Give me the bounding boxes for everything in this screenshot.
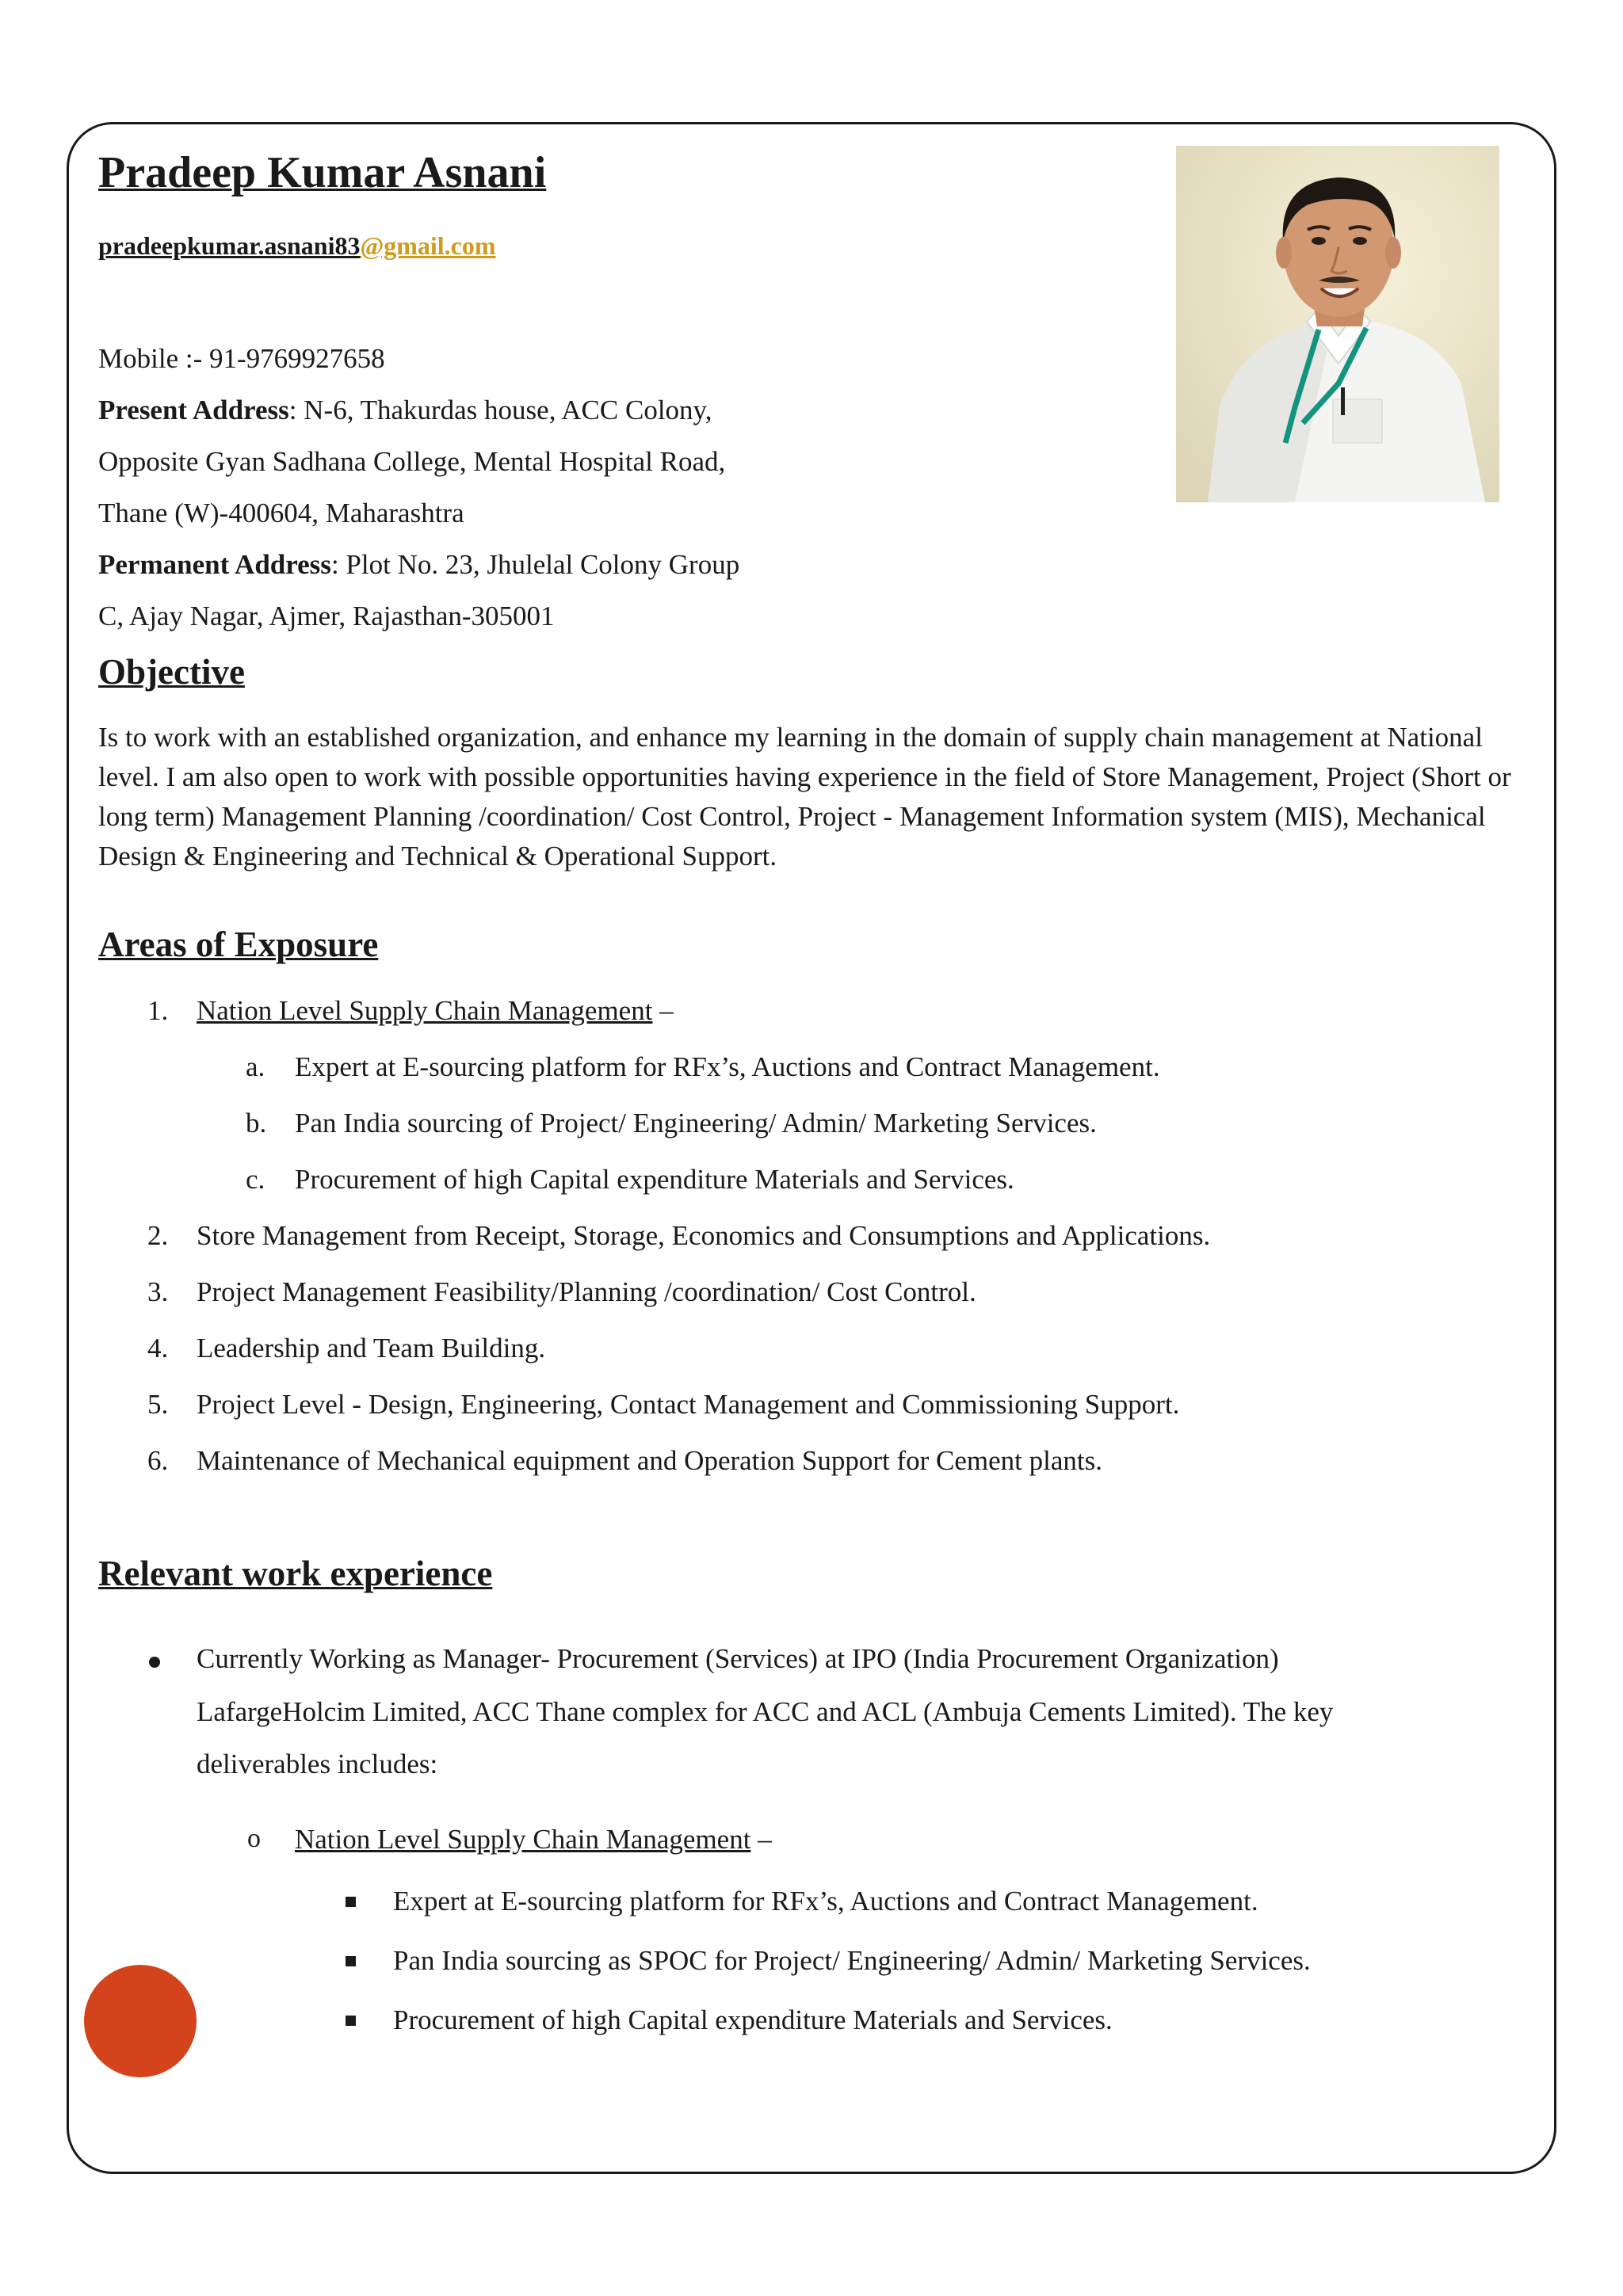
exposure-heading: Areas of Exposure [98, 925, 379, 964]
present-address-line2: Opposite Gyan Sadhana College, Mental Hospital Road, [98, 446, 726, 477]
decorative-orange-circle [84, 1965, 197, 2077]
experience-sub-heading: Nation Level Supply Chain Management – [295, 1824, 772, 1855]
experience-bullet-1: Expert at E-sourcing platform for RFx’s, Auctions and Contract Management. [393, 1886, 1258, 1917]
exposure-item-2: Store Management from Receipt, Storage, Economics and Consumptions and Applications. [197, 1220, 1211, 1251]
square-bullet-icon [346, 1956, 356, 1966]
exposure-item-4: Leadership and Team Building. [197, 1333, 546, 1363]
exposure-item-6: Maintenance of Mechanical equipment and Operation Support for Cement plants. [197, 1445, 1102, 1476]
experience-bullet-3: Procurement of high Capital expenditure Materials and Services. [393, 2004, 1113, 2035]
candidate-name: Pradeep Kumar Asnani [98, 148, 547, 197]
square-bullet-icon [346, 2016, 356, 2026]
experience-line-2: LafargeHolcim Limited, ACC Thane complex for ACC and ACL (Ambuja Cements Limited). The key [197, 1696, 1334, 1727]
exposure-item-5: Project Level - Design, Engineering, Contact Management and Commissioning Support. [197, 1389, 1180, 1420]
sub-item-c: Procurement of high Capital expenditure Materials and Services. [295, 1164, 1014, 1195]
sub-item-letter: c. [246, 1164, 265, 1195]
circle-bullet-icon: o [247, 1824, 261, 1853]
present-address-line3: Thane (W)-400604, Maharashtra [98, 498, 464, 528]
exposure-item-number: 5. [147, 1389, 169, 1420]
experience-heading: Relevant work experience [98, 1554, 493, 1593]
contact-block [98, 333, 739, 642]
email-link[interactable] [98, 231, 496, 261]
exposure-item-number: 4. [147, 1333, 169, 1363]
sub-item-b: Pan India sourcing of Project/ Engineering/ Admin/ Marketing Services. [295, 1108, 1097, 1138]
permanent-address-label: Permanent Address [98, 549, 331, 580]
experience-sub-title: Nation Level Supply Chain Management [295, 1824, 751, 1855]
exposure-item-3: Project Management Feasibility/Planning /coordination/ Cost Control. [197, 1276, 976, 1307]
present-address-line1: Present Address: N-6, Thakurdas house, ACC Colony, [98, 395, 712, 425]
bullet-dot-icon [149, 1657, 160, 1668]
experience-line-3: deliverables includes: [197, 1749, 438, 1779]
experience-bullet-2: Pan India sourcing as SPOC for Project/ Engineering/ Admin/ Marketing Services. [393, 1945, 1311, 1976]
exposure-item-number: 3. [147, 1276, 169, 1307]
sub-item-a: Expert at E-sourcing platform for RFx’s, Auctions and Contract Management. [295, 1051, 1160, 1082]
experience-line-1: Currently Working as Manager- Procurement (Services) at IPO (India Procurement Organization) [197, 1643, 1279, 1674]
email-domain: @gmail.com [360, 231, 496, 260]
sub-item-letter: b. [246, 1108, 267, 1138]
permanent-address-line1: Permanent Address: Plot No. 23, Jhulelal Colony Group [98, 549, 740, 580]
exposure-item-number: 2. [147, 1220, 169, 1251]
square-bullet-icon [346, 1897, 356, 1907]
exposure-item-number: 6. [147, 1445, 169, 1476]
objective-heading: Objective [98, 652, 245, 692]
present-address-label: Present Address [98, 395, 289, 425]
exposure-item-number: 1. [147, 995, 169, 1026]
exposure-item-1-title: Nation Level Supply Chain Management [197, 995, 653, 1026]
permanent-address-line2: C, Ajay Nagar, Ajmer, Rajasthan-305001 [98, 601, 555, 631]
mobile-number: Mobile :- 91-9769927658 [98, 343, 385, 374]
objective-text: Is to work with an established organization, and enhance my learning in the domain of supply chain management at National level. I am also open to work with possible opportunities having experience in the field of Store Management, Project (Short or long term) Management Planning /coordination/ Cost Control, Project - Management Information system (MIS), Mechanical Design & Engineering and Technical & Operational Support. [98, 722, 1511, 871]
email-user: pradeepkumar.asnani83 [98, 231, 361, 260]
sub-item-letter: a. [246, 1051, 265, 1082]
exposure-item-1: Nation Level Supply Chain Management – [197, 995, 674, 1026]
profile-photo [1176, 146, 1499, 502]
